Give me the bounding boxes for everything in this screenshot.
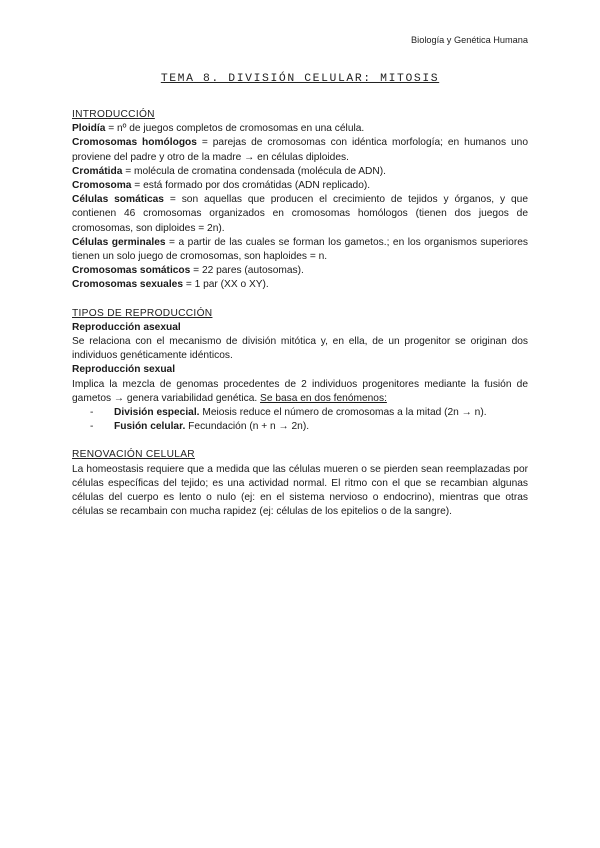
definition-item	[72, 165, 528, 179]
definition-term: Cromosomas homólogos	[72, 137, 197, 149]
paragraph-sexual-underlined: Se basa en dos fenómenos:	[260, 392, 387, 404]
definition-text: = molécula de cromatina condensada (molécula de ADN).	[122, 165, 386, 177]
paragraph-sexual-text: Implica la mezcla de genomas procedentes de 2 individuos progenitores mediante la fusión de gametos → genera variabilidad genética.	[72, 378, 528, 404]
subheading-sexual: Reproducción sexual	[72, 364, 176, 376]
definition-text: = nº de juegos completos de cromosomas en una célula.	[105, 123, 365, 135]
section-gap	[72, 293, 528, 307]
paragraph-asexual: Se relaciona con el mecanismo de división mitótica y, en ella, de un progenitor se originan dos individuos genéticamente idénticos.	[72, 336, 528, 362]
phenomena-list	[72, 406, 528, 434]
list-item-text: Fecundación (n + n → 2n).	[185, 421, 310, 433]
list-item	[90, 406, 528, 420]
definition-term: Cromosomas somáticos	[72, 265, 191, 277]
list-dash: -	[90, 407, 94, 419]
definition-term: Cromosoma	[72, 180, 132, 192]
list-dash: -	[90, 421, 94, 433]
definition-term: Células somáticas	[72, 194, 164, 206]
paragraph-sexual	[72, 378, 528, 406]
section-gap	[72, 434, 528, 448]
definition-item	[72, 179, 528, 193]
paragraph-renovacion: La homeostasis requiere que a medida que las células mueren o se pierden sean reemplazadas por células específicas del tejido; es una actividad normal. El ritmo con el que se recambian algunas células del cuerpo es lento o nulo (ej: en el sistema nervioso o endocrino), mientras que otras células se recambain con mucha rapidez (ej: células de los epitelios o de la sangre).	[72, 463, 528, 518]
definition-item	[72, 264, 528, 278]
definition-text: = a partir de las cuales se forman los gametos.; en los organismos superiores tienen un solo juego de cromosomas, son haploides = n.	[72, 236, 528, 263]
section-heading-tipos: TIPOS DE REPRODUCCIÓN	[72, 307, 213, 319]
document-body	[72, 108, 528, 519]
list-item-term: División especial.	[114, 407, 200, 419]
section-heading-renovacion: RENOVACIÓN CELULAR	[72, 449, 195, 461]
definition-text: = son aquellas que producen el crecimiento de tejidos y órganos, y que contienen 46 cromosomas organizados en cromosomas homólogos (tienen dos juegos de cromosomas, son diploides = 2n).	[72, 194, 528, 234]
definition-text: = 1 par (XX o XY).	[182, 279, 269, 291]
definition-text: = parejas de cromosomas con idéntica morfología; en humanos uno proviene del padre y otro de la madre → en células diploides.	[72, 137, 528, 163]
definition-text: = está formado por dos cromátidas (ADN replicado).	[131, 180, 371, 192]
definition-item	[72, 136, 528, 164]
document-title: TEMA 8. DIVISIÓN CELULAR: MITOSIS	[160, 73, 440, 85]
definition-list	[72, 122, 528, 292]
definition-term: Cromátida	[72, 165, 123, 177]
list-item	[90, 420, 528, 434]
definition-item	[72, 122, 528, 136]
list-item-term: Fusión celular.	[114, 421, 186, 433]
definition-item	[72, 193, 528, 236]
section-heading-introduccion: INTRODUCCIÓN	[72, 109, 155, 120]
subheading-asexual: Reproducción asexual	[72, 321, 181, 333]
definition-item	[72, 236, 528, 264]
running-header: Biología y Genética Humana	[411, 35, 528, 45]
definition-item	[72, 278, 528, 292]
definition-term: Células germinales	[72, 236, 166, 248]
definition-term: Cromosomas sexuales	[72, 279, 183, 291]
definition-text: = 22 pares (autosomas).	[190, 265, 304, 277]
list-item-text: Meiosis reduce el número de cromosomas a la mitad (2n → n).	[199, 407, 487, 419]
definition-term: Ploidía	[72, 123, 106, 135]
